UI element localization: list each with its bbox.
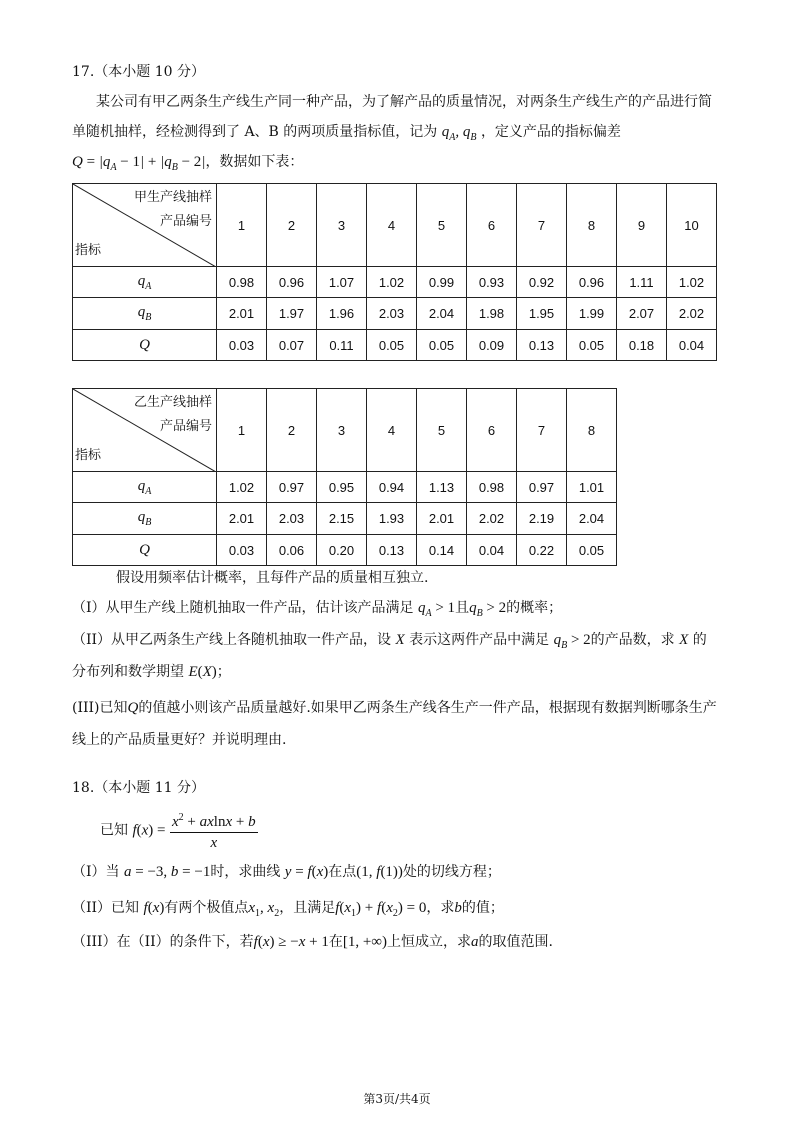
function-fraction: $\frac{x^2 + axlnx + b}{x}$ <box>170 808 258 853</box>
q18-part2: （II）已知 f(x)有两个极值点$x_1$, $x_2$，且满足$f(x_1) + f(x_2) = 0$，求b的值； <box>72 900 504 919</box>
table1-qa-cell: 0.92 <box>517 267 567 298</box>
row-label-qa: $q_A$ <box>73 267 217 298</box>
table2-q-cell: 0.13 <box>367 535 417 566</box>
table-line-jia <box>72 183 717 361</box>
table2-q-cell: 0.20 <box>317 535 367 566</box>
table2-qa-cell: 0.95 <box>317 472 367 503</box>
table2-qb-cell: 2.02 <box>467 503 517 535</box>
table2-qb-cell: 2.03 <box>267 503 317 535</box>
table1-id: 7 <box>517 184 567 267</box>
table1-qa-cell: 0.96 <box>267 267 317 298</box>
table1-q-cell: 0.09 <box>467 330 517 361</box>
table1-id: 3 <box>317 184 367 267</box>
table1-q-cell: 0.05 <box>417 330 467 361</box>
table1-qa-cell: 1.02 <box>367 267 417 298</box>
table2-q-cell: 0.14 <box>417 535 467 566</box>
table1-qb-cell: 1.97 <box>267 298 317 330</box>
table1-qb-cell: 2.03 <box>367 298 417 330</box>
table1-id: 2 <box>267 184 317 267</box>
table1-corner: 甲生产线抽样 产品编号 指标 <box>73 184 217 267</box>
q17-intro-line2: 单随机抽样，经检测得到了 A、B 的两项质量指标值，记为 $q_A$, $q_B$ ，定义产品的指标偏差 <box>72 124 621 143</box>
q18-heading: 18.（本小题 11 分） <box>72 780 205 796</box>
table2-qb-cell: 2.15 <box>317 503 367 535</box>
table2-q-cell: 0.03 <box>217 535 267 566</box>
table1-qa-cell: 0.93 <box>467 267 517 298</box>
table2-id: 8 <box>567 389 617 472</box>
table1-qb-cell: 2.07 <box>617 298 667 330</box>
table2-id: 5 <box>417 389 467 472</box>
q18-function-def: 已知 f(x) = $\frac{x^2 + axlnx + b}{x}$ <box>100 808 258 853</box>
table1-qa-cell: 0.98 <box>217 267 267 298</box>
table1-id: 1 <box>217 184 267 267</box>
table2-qa-cell: 0.98 <box>467 472 517 503</box>
table2-id: 2 <box>267 389 317 472</box>
table2-qa-cell: 1.13 <box>417 472 467 503</box>
table1-qa-cell: 1.11 <box>617 267 667 298</box>
table1-q-cell: 0.07 <box>267 330 317 361</box>
table1-q-cell: 0.05 <box>567 330 617 361</box>
table1-q-cell: 0.05 <box>367 330 417 361</box>
row-label-qa: $q_A$ <box>73 472 217 503</box>
table1-q-cell: 0.13 <box>517 330 567 361</box>
table1-qb-cell: 2.04 <box>417 298 467 330</box>
table2-qa-cell: 1.01 <box>567 472 617 503</box>
row-label-q: Q <box>73 330 217 361</box>
table1-qb-cell: 1.96 <box>317 298 367 330</box>
table-line-yi <box>72 388 617 566</box>
table1-id: 8 <box>567 184 617 267</box>
q17-part3-line2: 线上的产品质量更好？并说明理由. <box>72 732 287 748</box>
qa-qb-formula: $q_A$, $q_B$ <box>441 124 477 143</box>
table1-qb-cell: 1.99 <box>567 298 617 330</box>
table1-id: 9 <box>617 184 667 267</box>
q17-part1: （I）从甲生产线上随机抽取一件产品，估计该产品满足 $q_A > 1$且$q_B > 2$的概率； <box>72 600 563 619</box>
q18-part1: （I）当 a = −3, b = −1时，求曲线 y = f(x)在点(1, f(1))处的切线方程； <box>72 864 501 880</box>
table1-q-cell: 0.18 <box>617 330 667 361</box>
table2-q-cell: 0.04 <box>467 535 517 566</box>
table1-id: 10 <box>667 184 717 267</box>
table1-qa-cell: 0.99 <box>417 267 467 298</box>
q17-assumption: 假设用频率估计概率，且每件产品的质量相互独立. <box>116 570 429 586</box>
row-label-qb: $q_B$ <box>73 298 217 330</box>
table2-id: 3 <box>317 389 367 472</box>
row-label-q: Q <box>73 535 217 566</box>
q17-part2-line1: （II）从甲乙两条生产线上各随机抽取一件产品，设 X 表示这两件产品中满足 $q_B > 2$的产品数，求 X 的 <box>72 632 707 651</box>
q17-part2-line2: 分布列和数学期望 E(X)； <box>72 664 231 680</box>
table1-id: 6 <box>467 184 517 267</box>
table2-q-cell: 0.22 <box>517 535 567 566</box>
table1-qb-cell: 1.95 <box>517 298 567 330</box>
q17-intro-line3: $Q = |q_A - 1| + |q_B - 2|$，数据如下表： <box>72 154 304 173</box>
table2-qb-cell: 2.01 <box>417 503 467 535</box>
table1-qa-cell: 1.02 <box>667 267 717 298</box>
table1-q-cell: 0.04 <box>667 330 717 361</box>
q17-part3-line1: (III)已知Q的值越小则该产品质量越好.如果甲乙两条生产线各生产一件产品，根据现有数据判断哪条生产 <box>72 700 717 716</box>
table2-q-cell: 0.06 <box>267 535 317 566</box>
q17-intro-line1: 某公司有甲乙两条生产线生产同一种产品，为了解产品的质量情况，对两条生产线生产的产品进行简 <box>96 94 712 110</box>
table1-qb-cell: 2.01 <box>217 298 267 330</box>
table1-q-cell: 0.03 <box>217 330 267 361</box>
table2-corner: 乙生产线抽样 产品编号 指标 <box>73 389 217 472</box>
table2-qb-cell: 2.01 <box>217 503 267 535</box>
row-label-qb: $q_B$ <box>73 503 217 535</box>
table2-id: 1 <box>217 389 267 472</box>
table2-q-cell: 0.05 <box>567 535 617 566</box>
table1-qa-cell: 1.07 <box>317 267 367 298</box>
table1-qa-cell: 0.96 <box>567 267 617 298</box>
table2-qa-cell: 0.97 <box>267 472 317 503</box>
table2-id: 6 <box>467 389 517 472</box>
deviation-formula: $Q = |q_A - 1| + |q_B - 2|$ <box>72 154 206 173</box>
q18-part3: （III）在（II）的条件下，若f(x) ≥ −x + 1在[1, +∞)上恒成立，求a的取值范围. <box>72 934 553 950</box>
table2-qa-cell: 0.94 <box>367 472 417 503</box>
page-footer: 第3页/共4页 <box>363 1092 431 1106</box>
table1-qb-cell: 1.98 <box>467 298 517 330</box>
q17-heading: 17.（本小题 10 分） <box>72 64 205 80</box>
table2-qb-cell: 1.93 <box>367 503 417 535</box>
table2-qa-cell: 0.97 <box>517 472 567 503</box>
table2-qb-cell: 2.19 <box>517 503 567 535</box>
table1-q-cell: 0.11 <box>317 330 367 361</box>
table2-qb-cell: 2.04 <box>567 503 617 535</box>
table1-id: 4 <box>367 184 417 267</box>
table2-id: 7 <box>517 389 567 472</box>
table1-id: 5 <box>417 184 467 267</box>
table1-qb-cell: 2.02 <box>667 298 717 330</box>
table2-qa-cell: 1.02 <box>217 472 267 503</box>
table2-id: 4 <box>367 389 417 472</box>
